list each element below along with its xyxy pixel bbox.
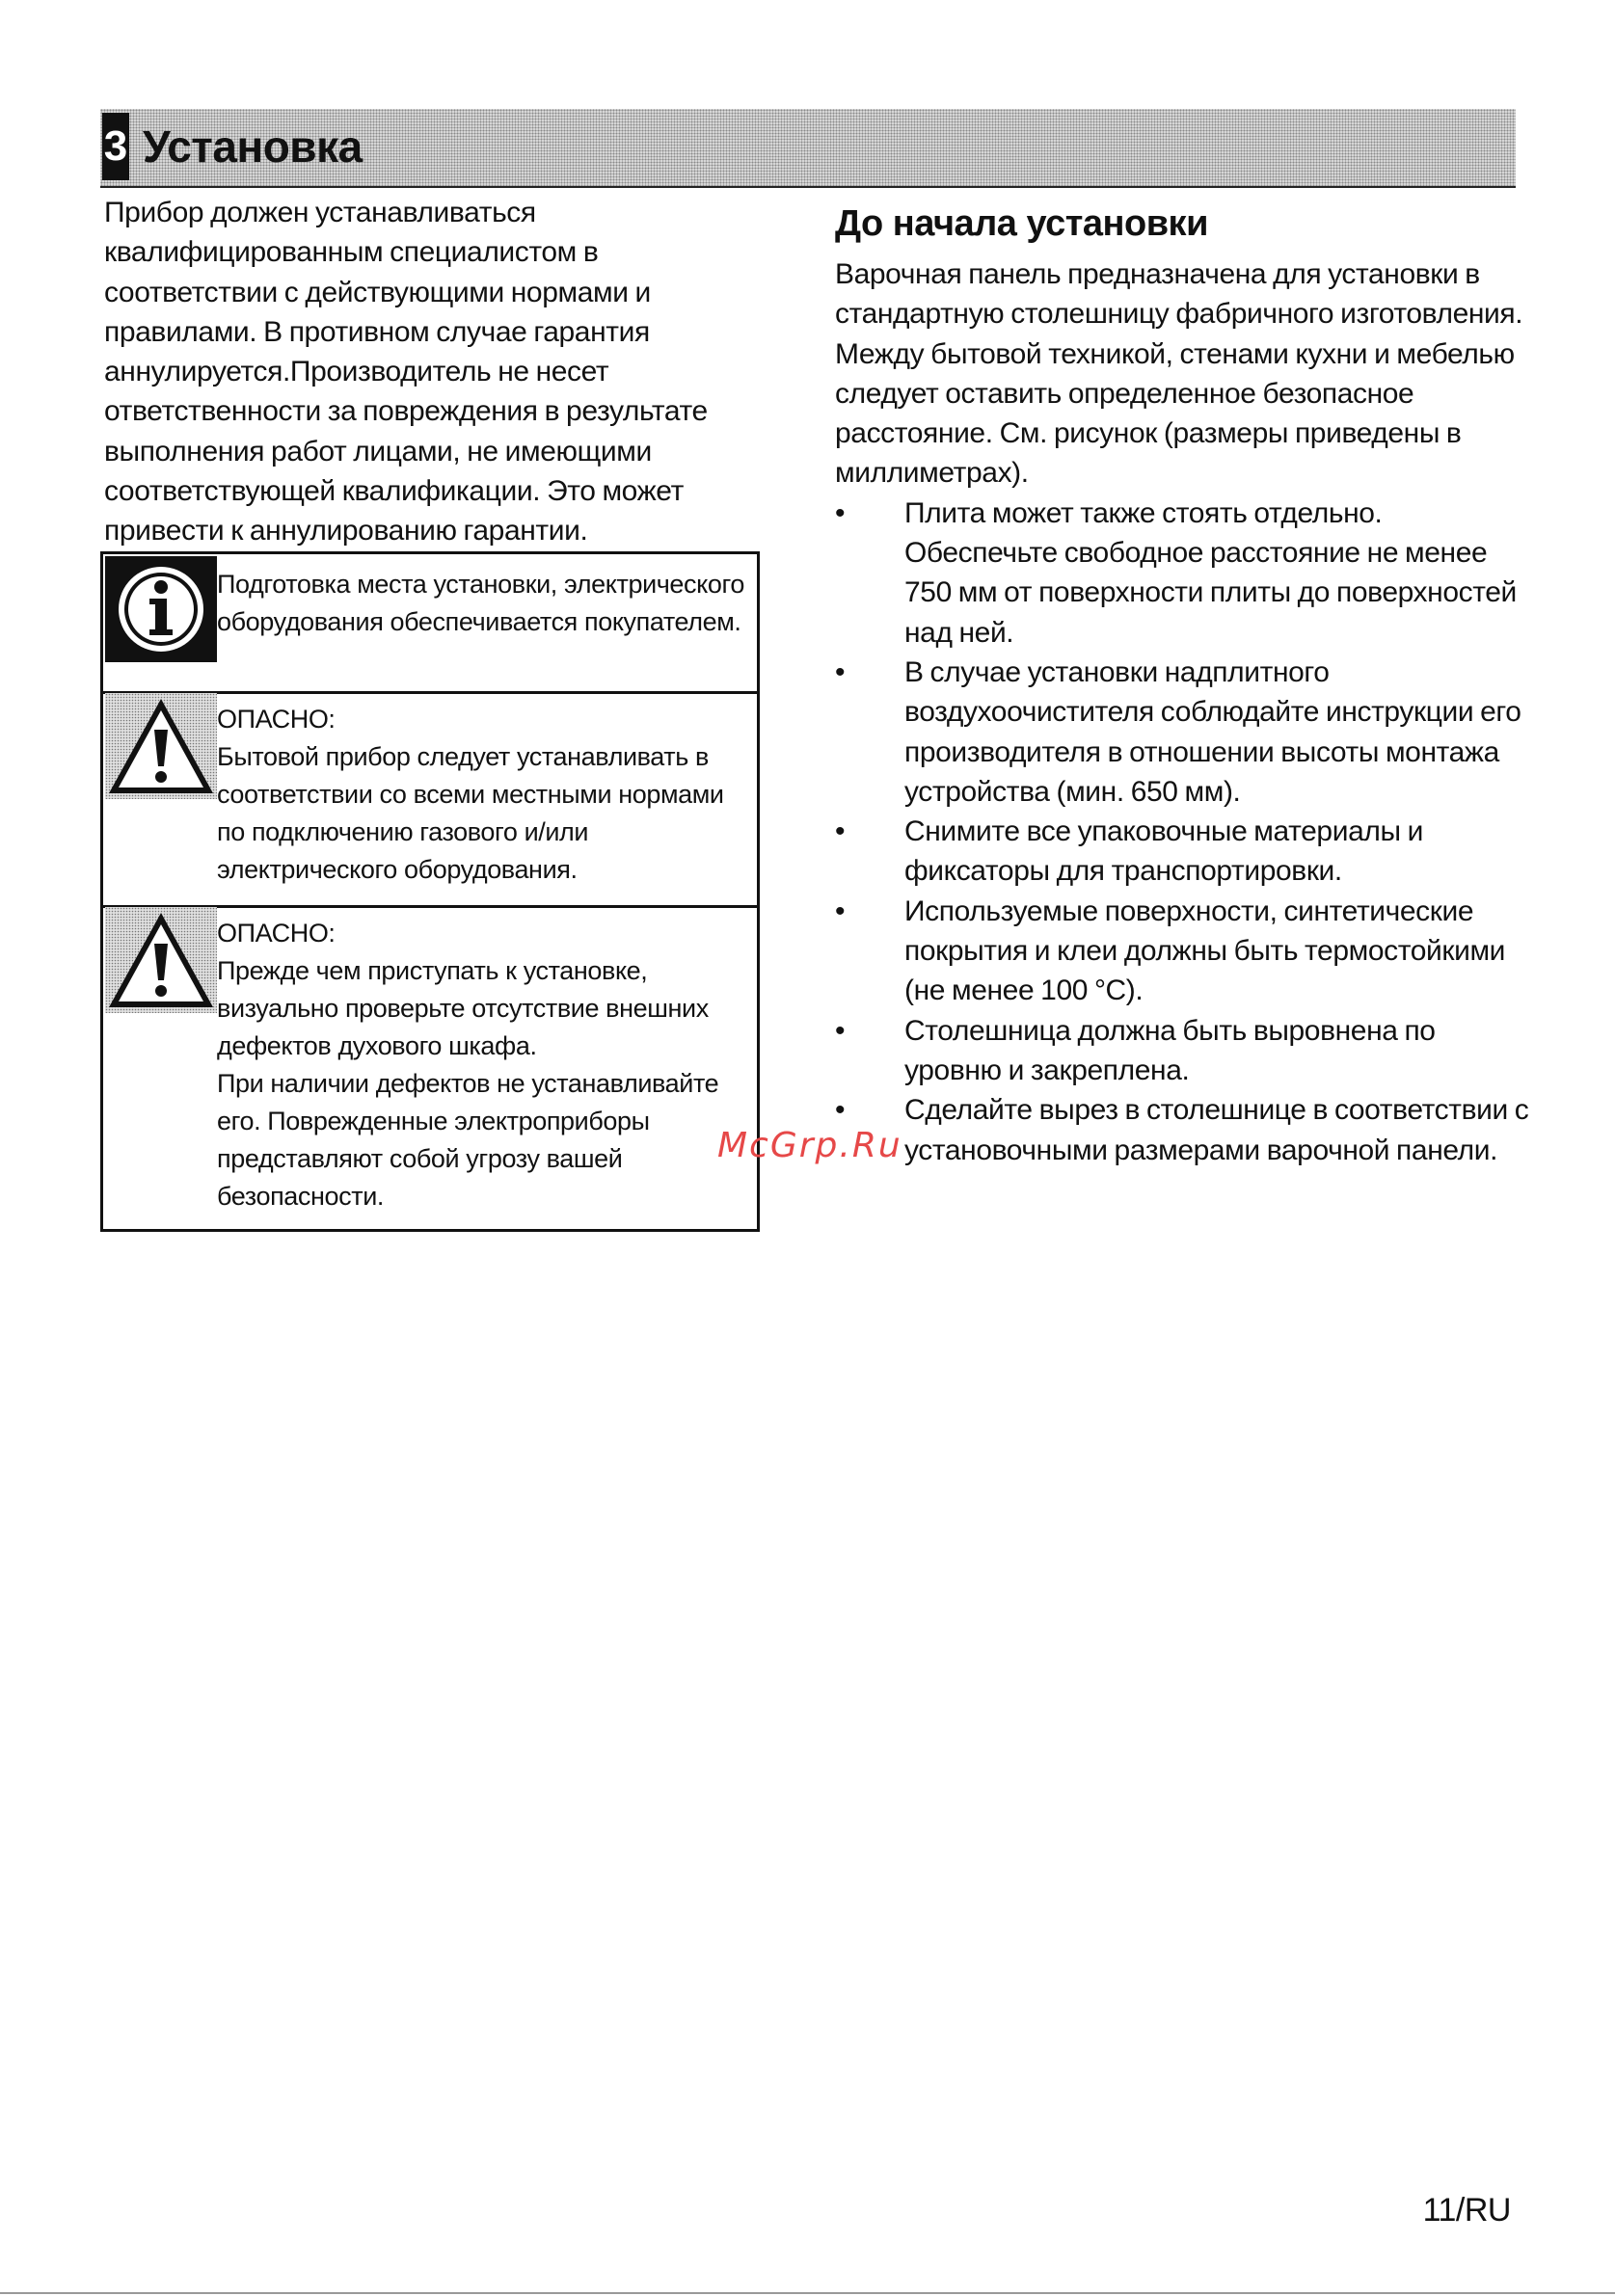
section-title: Установка [143, 121, 363, 172]
notice-line: Подготовка места установки, электрического оборудования обеспечивается покупателем. [217, 570, 744, 636]
list-item: • Используемые поверхности, синтетические покрытия и клеи должны быть термостойкими (не менее 100 °C). [835, 892, 1529, 1011]
list-item: • В случае установки надплитного воздухоочистителя соблюдайте инструкции его производителя в отношении высоты монтажа устройства (мин. 650 мм). [835, 653, 1529, 812]
notice-warning-1-text [217, 701, 753, 889]
bullet-icon: • [835, 1094, 846, 1127]
list-item: • Плита может также стоять отдельно. Обеспечьте свободное расстояние не менее 750 мм от поверхности плиты до поверхностей над ней. [835, 494, 1529, 653]
list-item: • Столешница должна быть выровнена по уровню и закреплена. [835, 1011, 1529, 1091]
watermark: McGrp.Ru [717, 1126, 902, 1165]
notice-line: При наличии дефектов не устанавливайте его. Поврежденные электроприборы представляют собой угрозу вашей безопасности. [217, 1069, 719, 1211]
list-item: • Сделайте вырез в столешнице в соответствии с установочными размерами варочной панели. [835, 1090, 1529, 1170]
bullet-icon: • [835, 655, 846, 688]
notice-info-text [217, 566, 753, 641]
right-column [835, 193, 1529, 1170]
subheading: До начала установки [835, 203, 1208, 244]
bullet-icon: • [835, 894, 846, 927]
notice-line: ОПАСНО: [217, 919, 336, 948]
notice-box [100, 551, 760, 1232]
page-number: 11/RU [1422, 2192, 1511, 2229]
warning-icon [105, 907, 217, 1013]
section-number: 3 [102, 113, 129, 180]
bullet-list [835, 494, 1529, 1170]
bullet-icon: • [835, 496, 846, 529]
notice-line: Прежде чем приступать к установке, визуально проверьте отсутствие внешних дефектов духового шкафа. [217, 956, 709, 1060]
bullet-icon: • [835, 815, 846, 848]
info-icon [105, 556, 217, 662]
section-header [100, 109, 1516, 188]
right-intro-paragraph: Варочная панель предназначена для установки в стандартную столешницу фабричного изготовления. Между бытовой техникой, стенами кухни и мебелью следует оставить определенное безопасное расстояние. См. рисунок (размеры приведены в миллиметрах). [835, 258, 1523, 490]
warning-icon [105, 693, 217, 799]
intro-paragraph: Прибор должен устанавливаться квалифицированным специалистом в соответствии с действующими нормами и правилами. В противном случае гарантия аннулируется.Производитель не несет ответственности за повреждения в результате выполнения работ лицами, не имеющими соответствующей квалификации. Это может привести к аннулированию гарантии. [104, 197, 708, 547]
notice-warning-1 [103, 691, 757, 908]
notice-warning-2-text [217, 915, 753, 1215]
notice-info [103, 554, 757, 694]
left-column [104, 193, 769, 551]
notice-line: Бытовой прибор следует устанавливать в соответствии со всеми местными нормами по подключению газового и/или электрического оборудования. [217, 742, 724, 884]
bottom-divider [0, 2292, 1615, 2294]
notice-line: ОПАСНО: [217, 705, 336, 734]
bullet-icon: • [835, 1014, 846, 1047]
notice-warning-2 [103, 905, 757, 1229]
list-item: • Снимите все упаковочные материалы и фиксаторы для транспортировки. [835, 812, 1529, 892]
